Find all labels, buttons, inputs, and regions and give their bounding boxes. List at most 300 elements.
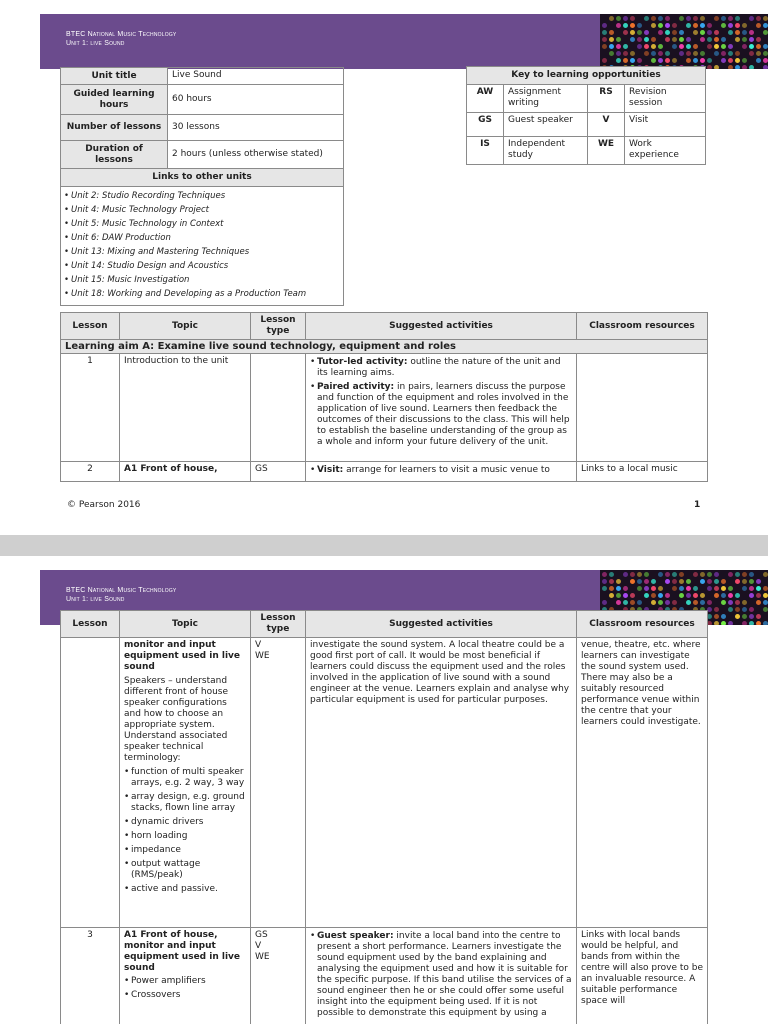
light-dot bbox=[693, 51, 698, 56]
col-type: Lesson type bbox=[251, 313, 306, 340]
light-dot bbox=[707, 23, 712, 28]
light-dot bbox=[672, 23, 677, 28]
light-dot bbox=[637, 37, 642, 42]
topic-bullet: • Crossovers bbox=[124, 990, 246, 1001]
light-dot bbox=[616, 44, 621, 49]
link-unit-item: • Unit 14: Studio Design and Acoustics bbox=[64, 261, 340, 272]
light-dot bbox=[623, 44, 628, 49]
light-dot bbox=[609, 593, 614, 598]
light-dot bbox=[665, 37, 670, 42]
light-dot bbox=[644, 593, 649, 598]
light-dot bbox=[602, 586, 607, 591]
light-dot bbox=[665, 572, 670, 577]
light-dot bbox=[616, 593, 621, 598]
lesson-activities bbox=[306, 928, 577, 1024]
light-dot bbox=[651, 16, 656, 21]
light-dot bbox=[658, 572, 663, 577]
guided-hours-value: 60 hours bbox=[168, 85, 344, 115]
light-dot bbox=[637, 30, 642, 35]
light-dot bbox=[763, 600, 768, 605]
lesson-resources: Links to a local music bbox=[577, 462, 708, 482]
light-dot bbox=[609, 16, 614, 21]
activity-text: in pairs, learners discuss the purpose and function of the equipment and roles involved in the application of live sound. Learners then feedback the outcomes of their discussions to the class. This will help to establish the baseline understanding of the group as a whole and inform your future delivery of the unit. bbox=[317, 382, 570, 447]
light-dot bbox=[728, 30, 733, 35]
light-dot bbox=[686, 37, 691, 42]
light-dot bbox=[658, 30, 663, 35]
light-dot bbox=[763, 30, 768, 35]
lesson-table-1 bbox=[60, 312, 708, 482]
learning-aim-a: Learning aim A: Examine live sound technology, equipment and roles bbox=[61, 340, 708, 354]
light-dot bbox=[686, 51, 691, 56]
table-row bbox=[61, 354, 708, 462]
key-code: AW bbox=[467, 85, 504, 113]
lesson-type bbox=[251, 928, 306, 1024]
lesson-type: GS bbox=[251, 462, 306, 482]
light-dot bbox=[693, 586, 698, 591]
activity-text: outline the nature of the unit and its learning aims. bbox=[317, 357, 561, 378]
light-dot bbox=[630, 30, 635, 35]
header-title: BTEC National Music Technology bbox=[66, 31, 177, 38]
col-resources: Classroom resources bbox=[577, 611, 708, 638]
light-dot bbox=[742, 586, 747, 591]
light-dot bbox=[616, 16, 621, 21]
light-dot bbox=[623, 58, 628, 63]
light-dot bbox=[609, 44, 614, 49]
light-dot bbox=[763, 572, 768, 577]
light-dot bbox=[679, 30, 684, 35]
light-dot bbox=[602, 23, 607, 28]
light-dot bbox=[665, 51, 670, 56]
light-dot bbox=[714, 51, 719, 56]
light-dot bbox=[602, 600, 607, 605]
footer-page-number: 1 bbox=[694, 500, 701, 510]
light-dot bbox=[602, 30, 607, 35]
light-dot bbox=[756, 58, 761, 63]
light-dot bbox=[756, 586, 761, 591]
lesson-activities bbox=[306, 354, 577, 462]
light-dot bbox=[686, 44, 691, 49]
light-dot bbox=[735, 593, 740, 598]
light-dot bbox=[686, 600, 691, 605]
light-dot bbox=[721, 58, 726, 63]
key-desc: Visit bbox=[625, 113, 706, 137]
lesson-resources bbox=[577, 354, 708, 462]
light-dot bbox=[637, 23, 642, 28]
light-dot bbox=[651, 593, 656, 598]
light-dot bbox=[714, 37, 719, 42]
light-dot bbox=[700, 30, 705, 35]
topic-bullet: • dynamic drivers bbox=[124, 817, 246, 828]
light-dot bbox=[763, 23, 768, 28]
light-dot bbox=[707, 586, 712, 591]
light-dot bbox=[679, 44, 684, 49]
light-dot bbox=[651, 586, 656, 591]
light-dot bbox=[609, 30, 614, 35]
light-dot bbox=[728, 593, 733, 598]
light-dot bbox=[707, 579, 712, 584]
light-dot bbox=[700, 37, 705, 42]
light-dot bbox=[742, 607, 747, 612]
light-dot bbox=[742, 23, 747, 28]
light-dot bbox=[749, 44, 754, 49]
light-dot bbox=[735, 16, 740, 21]
light-dot bbox=[714, 65, 719, 69]
light-dot bbox=[693, 44, 698, 49]
light-dot bbox=[742, 579, 747, 584]
footer-copyright: © Pearson 2016 bbox=[67, 500, 141, 510]
light-dot bbox=[637, 58, 642, 63]
light-dot bbox=[616, 58, 621, 63]
light-dot bbox=[679, 579, 684, 584]
light-dot bbox=[630, 16, 635, 21]
light-dot bbox=[658, 44, 663, 49]
light-dot bbox=[679, 593, 684, 598]
light-dot bbox=[721, 23, 726, 28]
decorative-lights-image bbox=[600, 14, 768, 69]
light-dot bbox=[707, 44, 712, 49]
light-dot bbox=[651, 600, 656, 605]
light-dot bbox=[616, 600, 621, 605]
light-dot bbox=[707, 572, 712, 577]
light-dot bbox=[644, 586, 649, 591]
light-dot bbox=[714, 572, 719, 577]
light-dot bbox=[721, 600, 726, 605]
light-dot bbox=[756, 23, 761, 28]
light-dot bbox=[749, 607, 754, 612]
lesson-number: 2 bbox=[61, 462, 120, 482]
header-banner bbox=[40, 14, 768, 69]
topic-heading: monitor and input equipment used in live sound bbox=[124, 640, 241, 672]
light-dot bbox=[721, 37, 726, 42]
light-dot bbox=[763, 51, 768, 56]
light-dot bbox=[686, 23, 691, 28]
light-dot bbox=[609, 51, 614, 56]
light-dot bbox=[665, 579, 670, 584]
link-unit-item: • Unit 15: Music Investigation bbox=[64, 275, 340, 286]
light-dot bbox=[714, 30, 719, 35]
light-dot bbox=[742, 621, 747, 625]
light-dot bbox=[672, 58, 677, 63]
light-dot bbox=[763, 58, 768, 63]
light-dot bbox=[644, 44, 649, 49]
light-dot bbox=[735, 607, 740, 612]
light-dot bbox=[763, 593, 768, 598]
links-heading: Links to other units bbox=[61, 169, 344, 187]
light-dot bbox=[623, 16, 628, 21]
light-dot bbox=[630, 51, 635, 56]
light-dot bbox=[630, 37, 635, 42]
col-type: Lesson type bbox=[251, 611, 306, 638]
light-dot bbox=[721, 586, 726, 591]
light-dot bbox=[679, 37, 684, 42]
light-dot bbox=[700, 572, 705, 577]
light-dot bbox=[735, 30, 740, 35]
light-dot bbox=[763, 16, 768, 21]
light-dot bbox=[651, 51, 656, 56]
light-dot bbox=[651, 44, 656, 49]
light-dot bbox=[630, 23, 635, 28]
key-desc: Revision session bbox=[625, 85, 706, 113]
light-dot bbox=[686, 586, 691, 591]
key-desc: Guest speaker bbox=[504, 113, 588, 137]
light-dot bbox=[721, 16, 726, 21]
light-dot bbox=[686, 579, 691, 584]
light-dot bbox=[651, 37, 656, 42]
light-dot bbox=[616, 37, 621, 42]
light-dot bbox=[763, 621, 768, 625]
light-dot bbox=[623, 572, 628, 577]
light-dot bbox=[637, 586, 642, 591]
light-dot bbox=[714, 44, 719, 49]
table-row bbox=[61, 462, 708, 482]
topic-bullet: • Power amplifiers bbox=[124, 976, 246, 987]
light-dot bbox=[644, 572, 649, 577]
light-dot bbox=[693, 58, 698, 63]
light-dot bbox=[756, 600, 761, 605]
key-code: WE bbox=[588, 137, 625, 165]
light-dot bbox=[756, 51, 761, 56]
light-dot bbox=[693, 30, 698, 35]
light-dot bbox=[616, 23, 621, 28]
type-code: V bbox=[255, 941, 262, 951]
light-dot bbox=[623, 586, 628, 591]
light-dot bbox=[672, 586, 677, 591]
light-dot bbox=[679, 16, 684, 21]
lesson-resources: Links with local bands would be helpful, and bands from within the centre will also prove to be an invaluable resource. A suitable performance space will bbox=[577, 928, 708, 1024]
guided-hours-label: Guided learning hours bbox=[61, 85, 168, 115]
light-dot bbox=[714, 16, 719, 21]
light-dot bbox=[714, 614, 719, 619]
light-dot bbox=[665, 23, 670, 28]
light-dot bbox=[707, 600, 712, 605]
type-code: GS bbox=[255, 930, 268, 940]
key-code: IS bbox=[467, 137, 504, 165]
light-dot bbox=[700, 51, 705, 56]
lesson-topic: Introduction to the unit bbox=[120, 354, 251, 462]
light-dot bbox=[630, 572, 635, 577]
lesson-activities: investigate the sound system. A local theatre could be a good first port of call. It would be most beneficial if learners could discuss the equipment used and the roles involved in the application of live sound with a sound engineer at the venue. Learners explain and analyse why particular equipment is used for particular purposes. bbox=[306, 638, 577, 928]
unit-title-value: Live Sound bbox=[168, 68, 344, 85]
header-title: BTEC National Music Technology bbox=[66, 587, 177, 594]
light-dot bbox=[651, 579, 656, 584]
light-dot bbox=[721, 621, 726, 625]
activity-label: Tutor-led activity: bbox=[317, 357, 408, 367]
light-dot bbox=[728, 23, 733, 28]
lesson-table-2 bbox=[60, 610, 708, 1024]
lessons-count-value: 30 lessons bbox=[168, 115, 344, 141]
light-dot bbox=[644, 30, 649, 35]
link-unit-item: • Unit 18: Working and Developing as a Production Team bbox=[64, 289, 340, 300]
col-lesson: Lesson bbox=[61, 313, 120, 340]
light-dot bbox=[658, 58, 663, 63]
link-unit-item: • Unit 4: Music Technology Project bbox=[64, 205, 340, 216]
light-dot bbox=[700, 16, 705, 21]
light-dot bbox=[721, 44, 726, 49]
light-dot bbox=[630, 58, 635, 63]
light-dot bbox=[749, 572, 754, 577]
type-code: V bbox=[255, 640, 262, 650]
light-dot bbox=[679, 572, 684, 577]
light-dot bbox=[686, 16, 691, 21]
light-dot bbox=[665, 16, 670, 21]
col-resources: Classroom resources bbox=[577, 313, 708, 340]
light-dot bbox=[693, 23, 698, 28]
lesson-activities bbox=[306, 462, 577, 482]
topic-bullet: • function of multi speaker arrays, e.g. 2 way, 3 way bbox=[124, 767, 246, 789]
light-dot bbox=[763, 44, 768, 49]
light-dot bbox=[707, 30, 712, 35]
light-dot bbox=[735, 58, 740, 63]
col-topic: Topic bbox=[120, 611, 251, 638]
light-dot bbox=[644, 579, 649, 584]
light-dot bbox=[679, 586, 684, 591]
light-dot bbox=[672, 37, 677, 42]
activity-label: Visit: bbox=[317, 465, 344, 475]
light-dot bbox=[679, 51, 684, 56]
light-dot bbox=[742, 572, 747, 577]
col-lesson: Lesson bbox=[61, 611, 120, 638]
light-dot bbox=[630, 579, 635, 584]
light-dot bbox=[609, 586, 614, 591]
light-dot bbox=[714, 586, 719, 591]
light-dot bbox=[686, 593, 691, 598]
light-dot bbox=[749, 593, 754, 598]
topic-bullet: • impedance bbox=[124, 845, 246, 856]
light-dot bbox=[665, 593, 670, 598]
light-dot bbox=[749, 586, 754, 591]
key-desc: Work experience bbox=[625, 137, 706, 165]
light-dot bbox=[644, 51, 649, 56]
topic-text: Speakers – understand different front of house speaker configurations and how to choose an appropriate system. Understand associated speaker technical terminology: bbox=[124, 676, 229, 763]
duration-value: 2 hours (unless otherwise stated) bbox=[168, 141, 344, 169]
lesson-topic: A1 Front of house, bbox=[120, 462, 251, 482]
light-dot bbox=[728, 572, 733, 577]
header-unit: Unit 1: live Sound bbox=[66, 40, 125, 47]
light-dot bbox=[602, 572, 607, 577]
light-dot bbox=[637, 579, 642, 584]
links-list bbox=[64, 191, 340, 300]
lesson-number: 1 bbox=[61, 354, 120, 462]
light-dot bbox=[749, 16, 754, 21]
light-dot bbox=[742, 30, 747, 35]
light-dot bbox=[749, 621, 754, 625]
light-dot bbox=[700, 58, 705, 63]
light-dot bbox=[637, 600, 642, 605]
light-dot bbox=[693, 600, 698, 605]
table-row bbox=[61, 638, 708, 928]
link-unit-item: • Unit 2: Studio Recording Techniques bbox=[64, 191, 340, 202]
light-dot bbox=[756, 16, 761, 21]
light-dot bbox=[756, 37, 761, 42]
activity-label: Paired activity: bbox=[317, 382, 395, 392]
light-dot bbox=[644, 16, 649, 21]
light-dot bbox=[665, 30, 670, 35]
page-2 bbox=[0, 556, 768, 1024]
light-dot bbox=[728, 600, 733, 605]
light-dot bbox=[714, 579, 719, 584]
activity-label: Guest speaker: bbox=[317, 931, 394, 941]
light-dot bbox=[735, 51, 740, 56]
link-unit-item: • Unit 13: Mixing and Mastering Techniques bbox=[64, 247, 340, 258]
light-dot bbox=[756, 621, 761, 625]
topic-bullet: • output wattage (RMS/peak) bbox=[124, 859, 246, 881]
light-dot bbox=[700, 593, 705, 598]
light-dot bbox=[623, 593, 628, 598]
light-dot bbox=[742, 600, 747, 605]
light-dot bbox=[735, 23, 740, 28]
light-dot bbox=[665, 600, 670, 605]
key-desc: Assignment writing bbox=[504, 85, 588, 113]
light-dot bbox=[763, 65, 768, 69]
key-table bbox=[466, 66, 706, 165]
light-dot bbox=[707, 37, 712, 42]
light-dot bbox=[728, 607, 733, 612]
light-dot bbox=[686, 58, 691, 63]
key-code: GS bbox=[467, 113, 504, 137]
light-dot bbox=[728, 16, 733, 21]
light-dot bbox=[672, 600, 677, 605]
light-dot bbox=[735, 600, 740, 605]
light-dot bbox=[756, 44, 761, 49]
key-desc: Independent study bbox=[504, 137, 588, 165]
light-dot bbox=[721, 614, 726, 619]
topic-bullet: • array design, e.g. ground stacks, flown line array bbox=[124, 792, 246, 814]
light-dot bbox=[693, 593, 698, 598]
topic-heading: A1 Front of house, monitor and input equipment used in live sound bbox=[124, 930, 241, 973]
unit-info-table bbox=[60, 67, 344, 306]
light-dot bbox=[651, 23, 656, 28]
table-row bbox=[61, 928, 708, 1024]
light-dot bbox=[742, 65, 747, 69]
header-unit: Unit 1: live Sound bbox=[66, 596, 125, 603]
topic-bullets bbox=[124, 976, 246, 1001]
light-dot bbox=[749, 37, 754, 42]
type-code: WE bbox=[255, 651, 270, 661]
light-dot bbox=[756, 579, 761, 584]
light-dot bbox=[602, 44, 607, 49]
light-dot bbox=[749, 65, 754, 69]
light-dot bbox=[665, 58, 670, 63]
light-dot bbox=[763, 607, 768, 612]
lesson-topic bbox=[120, 638, 251, 928]
col-topic: Topic bbox=[120, 313, 251, 340]
light-dot bbox=[672, 572, 677, 577]
light-dot bbox=[630, 593, 635, 598]
light-dot bbox=[749, 30, 754, 35]
light-dot bbox=[735, 614, 740, 619]
light-dot bbox=[749, 614, 754, 619]
activity-text: arrange for learners to visit a music venue to bbox=[343, 465, 550, 475]
light-dot bbox=[714, 621, 719, 625]
light-dot bbox=[623, 23, 628, 28]
light-dot bbox=[735, 65, 740, 69]
topic-bullet: • horn loading bbox=[124, 831, 246, 842]
light-dot bbox=[714, 593, 719, 598]
light-dot bbox=[742, 44, 747, 49]
light-dot bbox=[672, 579, 677, 584]
light-dot bbox=[693, 572, 698, 577]
light-dot bbox=[602, 579, 607, 584]
light-dot bbox=[658, 16, 663, 21]
key-code: V bbox=[588, 113, 625, 137]
link-unit-item: • Unit 6: DAW Production bbox=[64, 233, 340, 244]
light-dot bbox=[623, 600, 628, 605]
light-dot bbox=[637, 44, 642, 49]
type-code: WE bbox=[255, 952, 270, 962]
light-dot bbox=[756, 593, 761, 598]
light-dot bbox=[749, 51, 754, 56]
lesson-type bbox=[251, 354, 306, 462]
